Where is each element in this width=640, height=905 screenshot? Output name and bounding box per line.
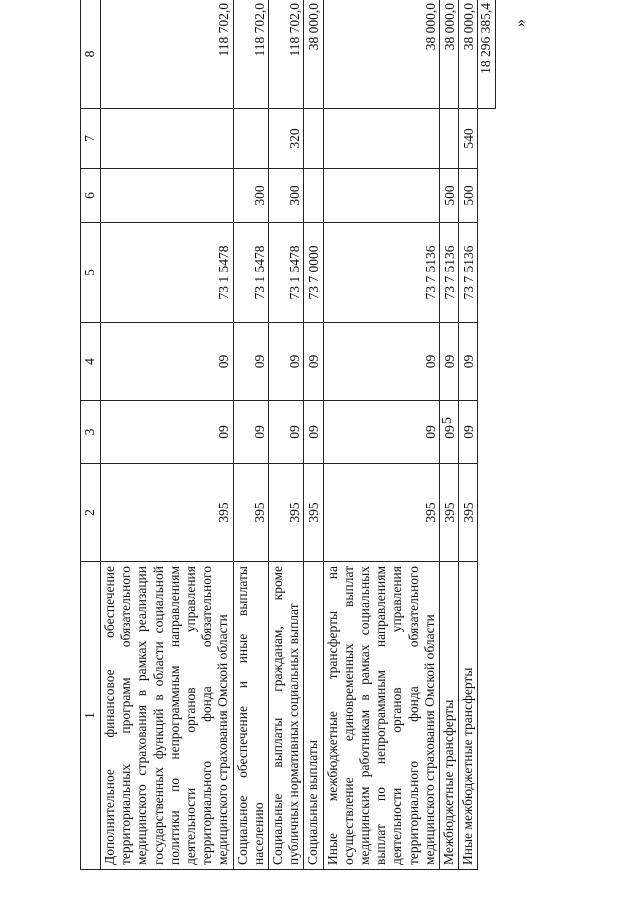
cell-expense-subgroup — [101, 109, 234, 169]
cell-expense-group: 500 — [459, 169, 478, 223]
cell-section: 09 — [101, 401, 234, 464]
cell-amount: 38 000,0 — [304, 0, 323, 109]
row-description: Иные межбюджетные трансферты — [459, 562, 478, 870]
col-header-7: 7 — [81, 109, 101, 169]
cell-expense-subgroup — [233, 109, 268, 169]
total-row — [478, 0, 495, 870]
table-row — [459, 0, 478, 870]
total-amount: 18 296 385,4 — [478, 0, 495, 109]
cell-admin-code: 395 — [101, 464, 234, 562]
col-header-3: 3 — [81, 401, 101, 464]
cell-expense-subgroup — [323, 109, 439, 169]
col-header-8: 8 — [81, 0, 101, 109]
cell-admin-code: 395 — [459, 464, 478, 562]
row-description: Иные межбюджетные трансферты на осуществление единовременных выплат медицинским работникам в рамках социальных выплат по непрограммным направлениям деятельности органов управления территориального фонда обязательного медицинского страхования Омской области — [323, 562, 439, 870]
header-row — [81, 0, 101, 870]
table-row — [101, 0, 234, 870]
cell-expense-subgroup: 320 — [269, 109, 304, 169]
cell-amount: 38 000,0 — [459, 0, 478, 109]
row-description: Межбюджетные трансферты — [440, 562, 459, 870]
cell-section: 09 — [459, 401, 478, 464]
cell-admin-code: 395 — [323, 464, 439, 562]
cell-subsection: 09 — [304, 323, 323, 401]
cell-amount: 118 702,0 — [269, 0, 304, 109]
cell-amount: 38 000,0 — [440, 0, 459, 109]
page-number: 5 — [440, 417, 455, 424]
cell-section: 09 — [304, 401, 323, 464]
cell-subsection: 09 — [440, 323, 459, 401]
cell-target-article: 73 7 5136 — [459, 223, 478, 323]
cell-amount: 38 000,0 — [323, 0, 439, 109]
cell-target-article: 73 7 0000 — [304, 223, 323, 323]
row-description: Социальные выплаты гражданам, кроме публичных нормативных социальных выплат — [269, 562, 304, 870]
row-description: Социальные выплаты — [304, 562, 323, 870]
cell-amount: 118 702,0 — [101, 0, 234, 109]
cell-admin-code: 395 — [304, 464, 323, 562]
cell-target-article: 73 1 5478 — [269, 223, 304, 323]
col-header-6: 6 — [81, 169, 101, 223]
cell-expense-group — [101, 169, 234, 223]
cell-expense-subgroup — [440, 109, 459, 169]
cell-target-article: 73 1 5478 — [101, 223, 234, 323]
table-row — [269, 0, 304, 870]
col-header-4: 4 — [81, 323, 101, 401]
col-header-5: 5 — [81, 223, 101, 323]
cell-subsection: 09 — [269, 323, 304, 401]
cell-target-article: 73 7 5136 — [440, 223, 459, 323]
table-row — [304, 0, 323, 870]
cell-subsection: 09 — [323, 323, 439, 401]
rotated-table-container — [80, 0, 530, 870]
cell-target-article: 73 7 5136 — [323, 223, 439, 323]
cell-expense-subgroup — [304, 109, 323, 169]
cell-subsection: 09 — [101, 323, 234, 401]
cell-target-article: 73 1 5478 — [233, 223, 268, 323]
col-header-2: 2 — [81, 464, 101, 562]
budget-table — [80, 0, 496, 870]
table-row — [233, 0, 268, 870]
cell-section: 09 — [233, 401, 268, 464]
cell-admin-code: 395 — [440, 464, 459, 562]
cell-section: 09 — [269, 401, 304, 464]
row-description: Дополнительное финансовое обеспечение территориальных программ обязательного медицинского страхования в рамках реализации государственных функций в области социальной политики по непрограммным направлениям деятельности органов управления территориального фонда обязательного медицинского страхования Омской области — [101, 562, 234, 870]
cell-section: 09 — [323, 401, 439, 464]
cell-expense-subgroup: 540 — [459, 109, 478, 169]
cell-section: 09 — [440, 401, 459, 464]
cell-amount: 118 702,0 — [233, 0, 268, 109]
cell-expense-group — [304, 169, 323, 223]
table-row — [440, 0, 459, 870]
row-description: Социальное обеспечение и иные выплаты населению — [233, 562, 268, 870]
cell-subsection: 09 — [459, 323, 478, 401]
closing-quote: » — [512, 19, 529, 27]
cell-expense-group: 300 — [233, 169, 268, 223]
cell-expense-group: 300 — [269, 169, 304, 223]
table-row — [323, 0, 439, 870]
cell-subsection: 09 — [233, 323, 268, 401]
cell-admin-code: 395 — [269, 464, 304, 562]
cell-admin-code: 395 — [233, 464, 268, 562]
cell-expense-group: 500 — [440, 169, 459, 223]
col-header-1: 1 — [81, 562, 101, 870]
cell-expense-group — [323, 169, 439, 223]
